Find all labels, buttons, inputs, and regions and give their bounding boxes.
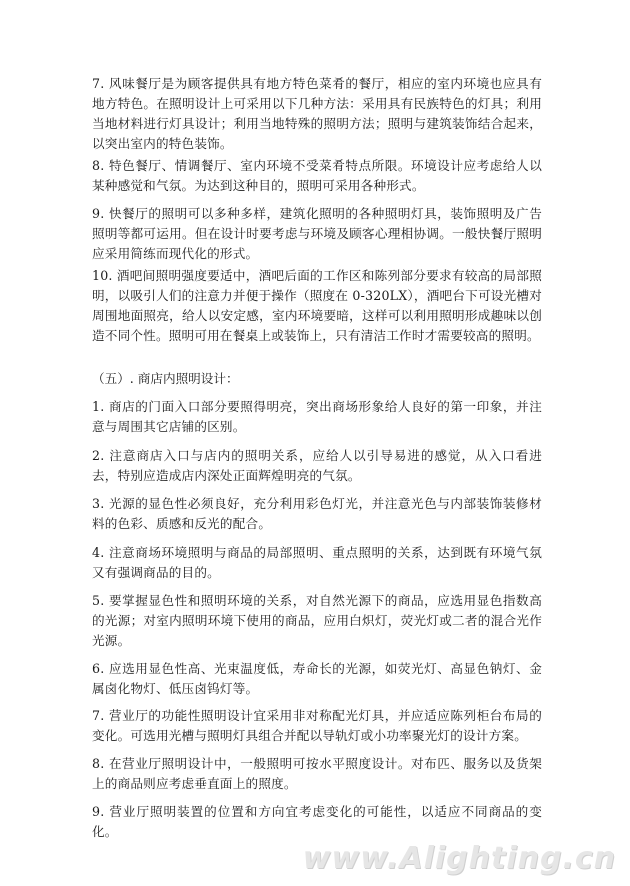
paragraph-shop-2: 2. 注意商店入口与店内的照明关系，应给人以引导易进的感觉，从入口看进去，特别应造成店内深处正面辉煌明亮的气氛。 [92, 448, 542, 483]
paragraph-restaurant-10: 10. 酒吧间照明强度要适中，酒吧后面的工作区和陈列部分要求有较高的局部照明，以吸引人们的注意力并便于操作（照度在 0-320LX），酒吧台下可设光槽对周围地面照亮，给人以安定感，室内环境要暗，这样可以利用照明形成趣味以创造不同个性。照明可用在餐桌上或装饰上，只有清洁工作时才需要较高的照明。 [92, 268, 542, 343]
site-watermark: www.Alighting.cn [302, 841, 616, 876]
paragraph-shop-9: 9. 营业厅照明装置的位置和方向宜考虑变化的可能性，以适应不同商品的变化。 [92, 804, 542, 839]
paragraph-shop-5: 5. 要掌握显色性和照明环境的关系，对自然光源下的商品，应选用显色指数高的光源；对室内照明环境下使用的商品，应用白炽灯，荧光灯或二者的混合光作光源。 [92, 593, 542, 648]
paragraph-restaurant-8: 8. 特色餐厅、情调餐厅、室内环境不受菜肴特点所限。环境设计应考虑给人以某种感觉和气氛。为达到这种目的，照明可采用各种形式。 [92, 158, 542, 193]
paragraph-shop-4: 4. 注意商场环境照明与商品的局部照明、重点照明的关系，达到既有环境气氛又有强调商品的目的。 [92, 545, 542, 580]
paragraph-shop-7: 7. 营业厅的功能性照明设计宜采用非对称配光灯具，并应适应陈列柜台布局的变化。可选用光槽与照明灯具组合并配以导轨灯或小功率聚光灯的设计方案。 [92, 708, 542, 743]
paragraph-restaurant-7: 7. 风味餐厅是为顾客提供具有地方特色菜肴的餐厅，相应的室内环境也应具有地方特色。在照明设计上可采用以下几种方法：采用具有民族特色的灯具；利用当地材料进行灯具设计；利用当地特殊的照明方法；照明与建筑装饰结合起来，以突出室内的特色装饰。 [92, 76, 542, 151]
paragraph-shop-6: 6. 应选用显色性高、光束温度低，寿命长的光源，如荧光灯、高显色钠灯、金属卤化物灯、低压卤钨灯等。 [92, 661, 542, 696]
paragraph-restaurant-9: 9. 快餐厅的照明可以多种多样，建筑化照明的各种照明灯具，装饰照明及广告照明等都可运用。但在设计时要考虑与环境及顾客心理相协调。一般快餐厅照明应采用简练而现代化的形式。 [92, 206, 542, 261]
paragraph-shop-3: 3. 光源的显色性必须良好，充分利用彩色灯光，并注意光色与内部装饰装修材料的色彩、质感和反光的配合。 [92, 496, 542, 531]
section-heading-shop-lighting: （五）. 商店内照明设计： [92, 371, 239, 386]
paragraph-shop-8: 8. 在营业厅照明设计中，一般照明可按水平照度设计。对布匹、服务以及货架上的商品则应考虑垂直面上的照度。 [92, 756, 542, 791]
paragraph-shop-1: 1. 商店的门面入口部分要照得明亮，突出商场形象给人良好的第一印象，并注意与周围其它店铺的区别。 [92, 399, 542, 434]
